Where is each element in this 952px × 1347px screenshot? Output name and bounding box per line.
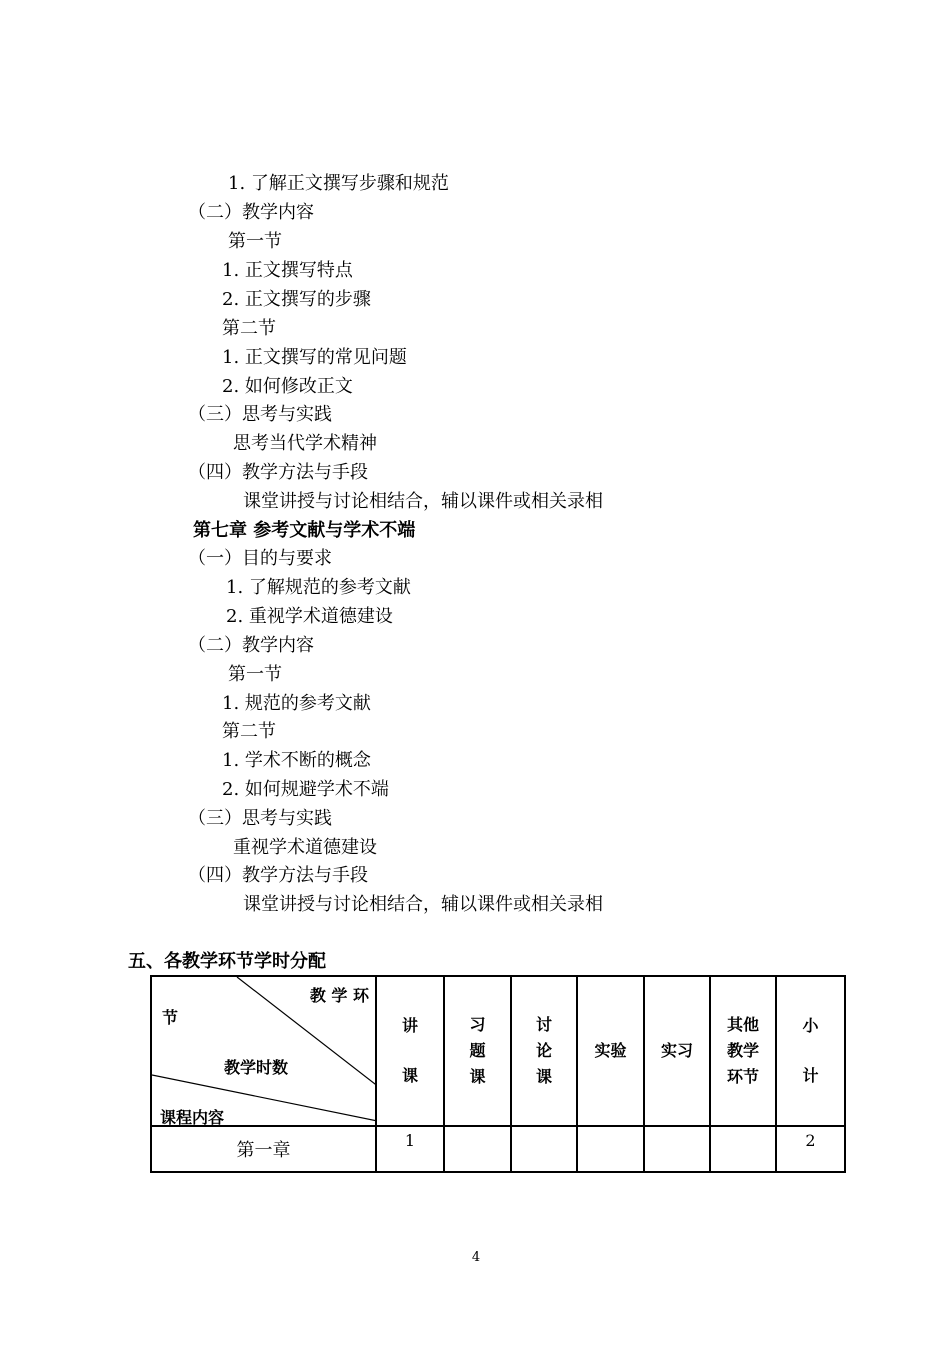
text-line: 1. 正文撰写特点 xyxy=(222,260,353,281)
table-row xyxy=(151,1126,845,1172)
corner-label-middle: 教学时数 xyxy=(224,1058,289,1077)
diagonal-header-cell xyxy=(151,976,376,1126)
col-header-other: 其他 教学 环节 xyxy=(710,976,776,1126)
text-line: 1. 了解规范的参考文献 xyxy=(226,577,411,598)
col-header-discussion: 讨 论 课 xyxy=(511,976,577,1126)
table-cell xyxy=(511,1126,577,1172)
page-number: 4 xyxy=(471,1250,481,1265)
row-label: 第一章 xyxy=(151,1126,376,1172)
text-line: 2. 重视学术道德建设 xyxy=(226,606,393,627)
text-line: （二）教学内容 xyxy=(188,635,314,656)
col-header-lecture: 讲 课 xyxy=(376,976,444,1126)
section-heading: 五、各教学环节学时分配 xyxy=(128,951,326,972)
text-line: 2. 正文撰写的步骤 xyxy=(222,289,371,310)
corner-label-top: 教 学 环 xyxy=(309,986,369,1005)
text-line: 2. 如何规避学术不端 xyxy=(222,779,389,800)
text-line: （二）教学内容 xyxy=(188,202,314,223)
text-line: （四）教学方法与手段 xyxy=(188,865,368,886)
table-cell: 2 xyxy=(776,1126,845,1172)
corner-label-left: 节 xyxy=(162,1008,179,1027)
text-line: （一）目的与要求 xyxy=(188,548,332,569)
table-cell xyxy=(444,1126,511,1172)
text-line: 课堂讲授与讨论相结合，辅以课件或相关录相 xyxy=(243,491,603,512)
table-cell xyxy=(644,1126,710,1172)
table-cell xyxy=(577,1126,644,1172)
table-header-row xyxy=(151,976,845,1126)
text-line: 2. 如何修改正文 xyxy=(222,376,353,397)
text-line: 第一节 xyxy=(228,664,282,685)
text-line: 1. 学术不断的概念 xyxy=(222,750,371,771)
col-header-experiment: 实验 xyxy=(577,976,644,1126)
col-header-subtotal: 小 计 xyxy=(776,976,845,1126)
text-line: 1. 规范的参考文献 xyxy=(222,693,371,714)
text-line: （三）思考与实践 xyxy=(188,404,332,425)
table-cell xyxy=(710,1126,776,1172)
text-line: 课堂讲授与讨论相结合，辅以课件或相关录相 xyxy=(243,894,603,915)
text-line: 第二节 xyxy=(222,721,276,742)
text-line: 1. 正文撰写的常见问题 xyxy=(222,347,407,368)
text-line: 第一节 xyxy=(228,231,282,252)
text-line: 1. 了解正文撰写步骤和规范 xyxy=(228,173,449,194)
col-header-internship: 实习 xyxy=(644,976,710,1126)
text-line: 思考当代学术精神 xyxy=(233,433,377,454)
hours-allocation-table xyxy=(150,975,846,1173)
text-line: 第二节 xyxy=(222,318,276,339)
text-line: 重视学术道德建设 xyxy=(233,837,377,858)
col-header-exercise: 习 题 课 xyxy=(444,976,511,1126)
text-line: （四）教学方法与手段 xyxy=(188,462,368,483)
chapter-heading: 第七章 参考文献与学术不端 xyxy=(193,520,416,541)
text-line: （三）思考与实践 xyxy=(188,808,332,829)
corner-label-bottom: 课程内容 xyxy=(160,1108,225,1127)
table-cell: 1 xyxy=(376,1126,444,1172)
